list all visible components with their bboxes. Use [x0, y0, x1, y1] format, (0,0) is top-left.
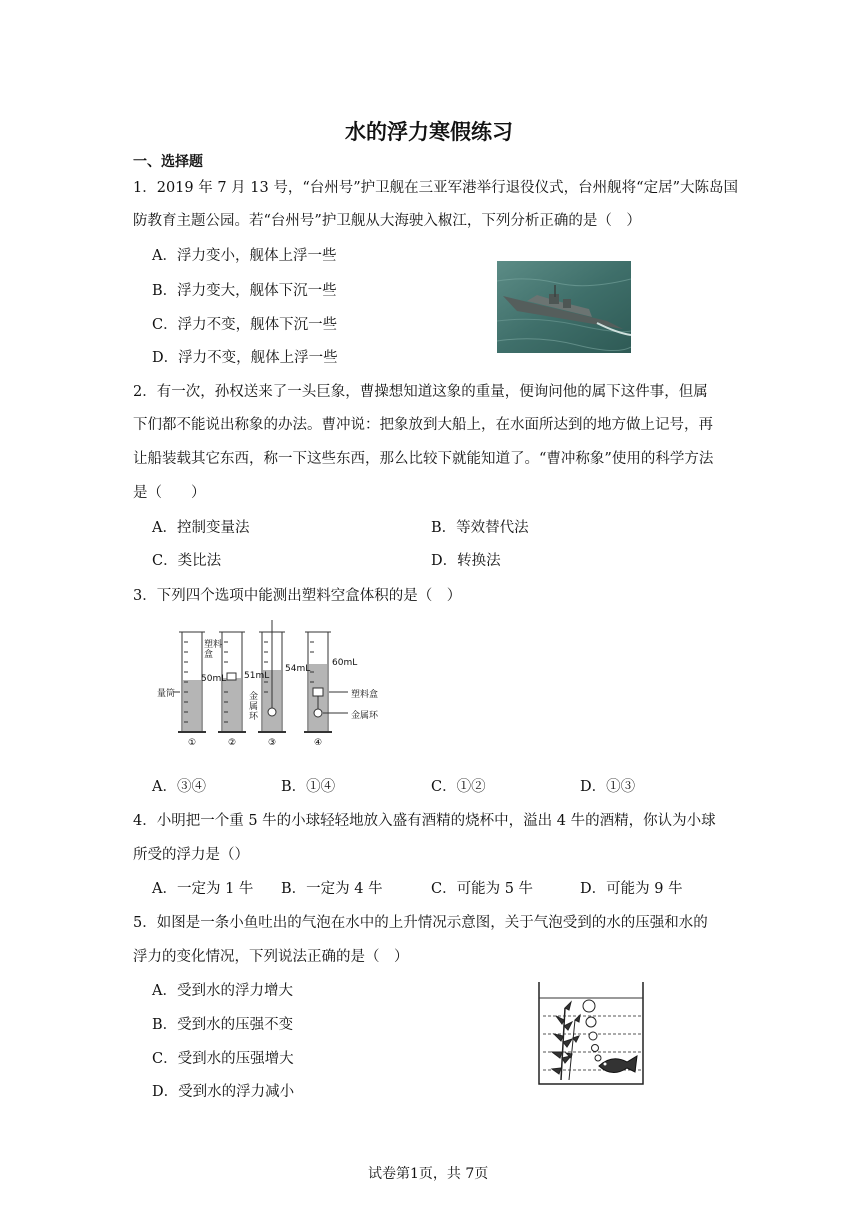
q3-line-1: 3．下列四个选项中能测出塑料空盒体积的是（ ）	[133, 588, 462, 604]
label-box: 塑料盒	[351, 690, 379, 700]
label-60ml: 60mL	[332, 658, 358, 668]
q2-option-a: A．控制变量法	[152, 520, 250, 536]
page-footer: 试卷第1页，共 7页	[368, 1166, 489, 1182]
q5-option-b: B．受到水的压强不变	[152, 1017, 294, 1033]
q2-line-4: 是（ ）	[133, 485, 206, 501]
q1-option-d: D．浮力不变，舰体上浮一些	[152, 350, 338, 366]
q2-option-c: C．类比法	[152, 553, 222, 569]
label-ring-vertical: 金 属 环	[249, 692, 259, 722]
q1-option-a: A．浮力变小，舰体上浮一些	[152, 248, 337, 264]
q3-option-c: C．①②	[431, 779, 486, 795]
q4-line-2: 所受的浮力是（）	[133, 847, 249, 863]
q4-line-1: 4．小明把一个重 5 牛的小球轻轻地放入盛有酒精的烧杯中，溢出 4 牛的酒精，你认为小球	[133, 813, 716, 829]
q5-line-1: 5．如图是一条小鱼吐出的气泡在水中的上升情况示意图，关于气泡受到的水的压强和水的	[133, 915, 708, 931]
label-51ml: 51mL	[244, 671, 270, 681]
q3-option-a: A．③④	[152, 779, 206, 795]
figure-num-2: ②	[227, 738, 237, 748]
label-box-vertical: 塑料 盒	[204, 640, 223, 660]
q4-option-a: A．一定为 1 牛	[152, 881, 254, 897]
q5-option-c: C．受到水的压强增大	[152, 1051, 294, 1067]
q2-option-b: B．等效替代法	[431, 520, 529, 536]
q5-option-a: A．受到水的浮力增大	[152, 983, 293, 999]
q2-line-1: 2．有一次，孙权送来了一头巨象，曹操想知道这象的重量，便询问他的属下这件事，但属	[133, 384, 708, 400]
figure-num-1: ①	[187, 738, 197, 748]
q3-option-d: D．①③	[580, 779, 636, 795]
cylinder-figure	[150, 620, 390, 750]
label-54ml: 54mL	[285, 664, 311, 674]
q5-line-2: 浮力的变化情况，下列说法正确的是（ ）	[133, 949, 409, 965]
warship-photo	[497, 261, 631, 353]
q2-line-3: 让船装载其它东西，称一下这些东西，那么比较下就能知道了。“曹冲称象”使用的科学方法	[133, 451, 714, 467]
q3-option-b: B．①④	[281, 779, 336, 795]
q5-option-d: D．受到水的浮力减小	[152, 1084, 295, 1100]
q4-option-c: C．可能为 5 牛	[431, 881, 534, 897]
fish-tank-figure	[537, 980, 647, 1090]
figure-num-3: ③	[267, 738, 277, 748]
q1-line-2: 防教育主题公园。若“台州号”护卫舰从大海驶入椒江，下列分析正确的是（ ）	[133, 213, 641, 229]
section-heading: 一、选择题	[133, 154, 203, 170]
q4-option-d: D．可能为 9 牛	[580, 881, 683, 897]
q1-line-1: 1．2019 年 7 月 13 号，“台州号”护卫舰在三亚军港举行退役仪式，台州舰将“定居”大陈岛国	[133, 180, 738, 196]
q1-option-b: B．浮力变大，舰体下沉一些	[152, 283, 337, 299]
label-liangtong: 量筒	[157, 689, 176, 699]
figure-num-4: ④	[313, 738, 323, 748]
label-50ml: 50mL	[201, 674, 227, 684]
q4-option-b: B．一定为 4 牛	[281, 881, 383, 897]
page-title: 水的浮力寒假练习	[345, 120, 513, 144]
label-ring: 金属环	[351, 711, 379, 721]
q2-option-d: D．转换法	[431, 553, 501, 569]
q2-line-2: 下们都不能说出称象的办法。曹冲说：把象放到大船上，在水面所达到的地方做上记号，再	[133, 417, 713, 433]
q1-option-c: C．浮力不变，舰体下沉一些	[152, 317, 338, 333]
